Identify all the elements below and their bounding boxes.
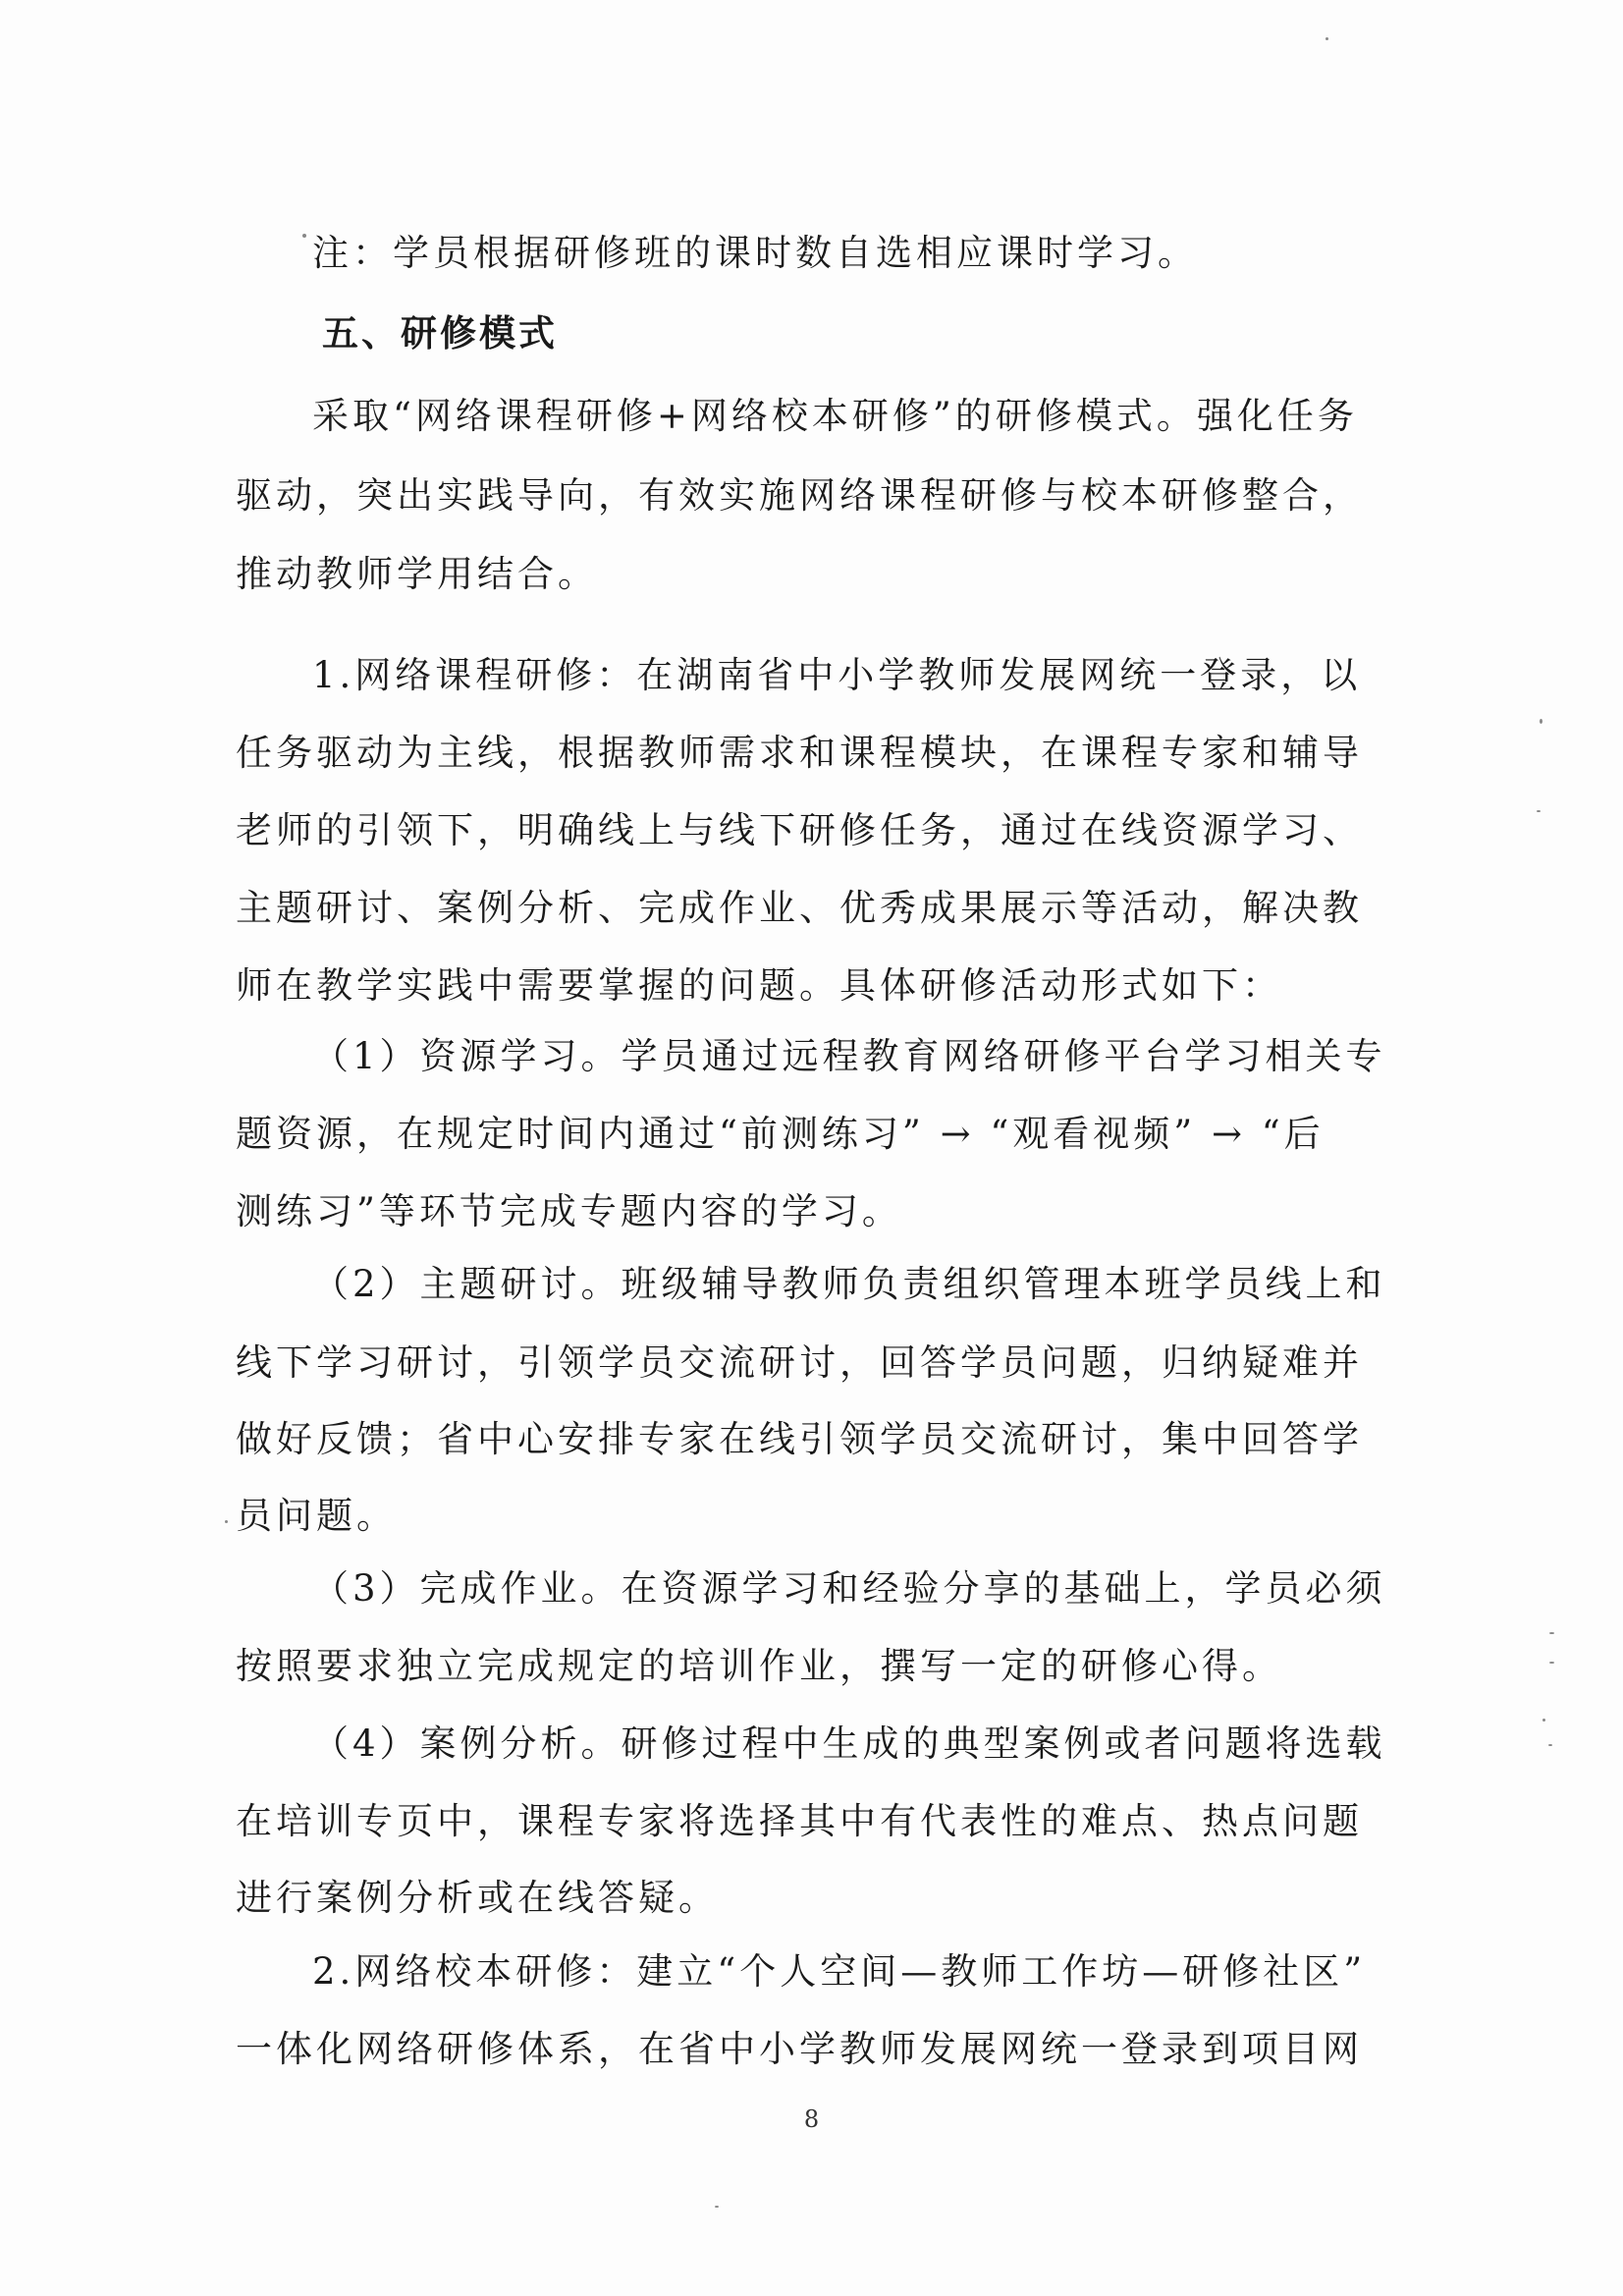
- sub1-line-1: （1）资源学习。学员通过远程教育网络研修平台学习相关专: [312, 1035, 1386, 1077]
- scan-speck: [715, 2206, 719, 2208]
- scan-speck: [1549, 1662, 1554, 1664]
- scan-speck: [302, 234, 306, 238]
- page-number: 8: [803, 2105, 820, 2133]
- item1-line-4: 主题研讨、案例分析、完成作业、优秀成果展示等活动，解决教: [236, 887, 1363, 929]
- sub4-line-2: 在培训专页中，课程专家将选择其中有代表性的难点、热点问题: [236, 1800, 1363, 1842]
- sub1-line-3: 测练习”等环节完成专题内容的学习。: [236, 1190, 902, 1232]
- item1-line-1: 1.网络课程研修：在湖南省中小学教师发展网统一登录，以: [312, 654, 1362, 696]
- sub2-line-2: 线下学习研讨，引领学员交流研讨，回答学员问题，归纳疑难并: [236, 1341, 1363, 1384]
- sub3-line-1: （3）完成作业。在资源学习和经验分享的基础上，学员必须: [312, 1567, 1386, 1610]
- note-line: 注：学员根据研修班的课时数自选相应课时学习。: [312, 232, 1198, 274]
- scan-speck: [1325, 37, 1328, 40]
- section-heading: 五、研修模式: [322, 312, 558, 355]
- item1-line-3: 老师的引领下，明确线上与线下研修任务，通过在线资源学习、: [236, 809, 1363, 851]
- scan-speck: [1548, 1744, 1552, 1746]
- sub2-line-1: （2）主题研讨。班级辅导教师负责组织管理本班学员线上和: [312, 1263, 1386, 1305]
- sub2-line-4: 员问题。: [236, 1495, 397, 1537]
- scan-speck: [1537, 810, 1541, 812]
- item2-line-2: 一体化网络研修体系，在省中小学教师发展网统一登录到项目网: [236, 2028, 1363, 2070]
- intro-line-2: 驱动，突出实践导向，有效实施网络课程研修与校本研修整合，: [236, 474, 1363, 517]
- item2-line-1: 2.网络校本研修：建立“个人空间—教师工作坊—研修社区”: [312, 1950, 1367, 1993]
- sub3-line-2: 按照要求独立完成规定的培训作业，撰写一定的研修心得。: [236, 1645, 1282, 1687]
- sub4-line-1: （4）案例分析。研修过程中生成的典型案例或者问题将选载: [312, 1722, 1386, 1765]
- item1-line-2: 任务驱动为主线，根据教师需求和课程模块，在课程专家和辅导: [236, 732, 1363, 774]
- sub4-line-3: 进行案例分析或在线答疑。: [236, 1877, 719, 1919]
- scan-speck: [1549, 1632, 1554, 1634]
- sub1-line-2: 题资源，在规定时间内通过“前测练习” → “观看视频” → “后: [236, 1113, 1325, 1155]
- intro-line-1: 采取“网络课程研修+网络校本研修”的研修模式。强化任务: [312, 395, 1358, 437]
- sub2-line-3: 做好反馈；省中心安排专家在线引领学员交流研讨，集中回答学: [236, 1418, 1363, 1460]
- item1-line-5: 师在教学实践中需要掌握的问题。具体研修活动形式如下：: [236, 964, 1282, 1007]
- scan-speck: [1542, 1719, 1545, 1722]
- scan-speck: [1540, 719, 1542, 724]
- intro-line-3: 推动教师学用结合。: [236, 553, 598, 595]
- scan-speck: [225, 1520, 228, 1523]
